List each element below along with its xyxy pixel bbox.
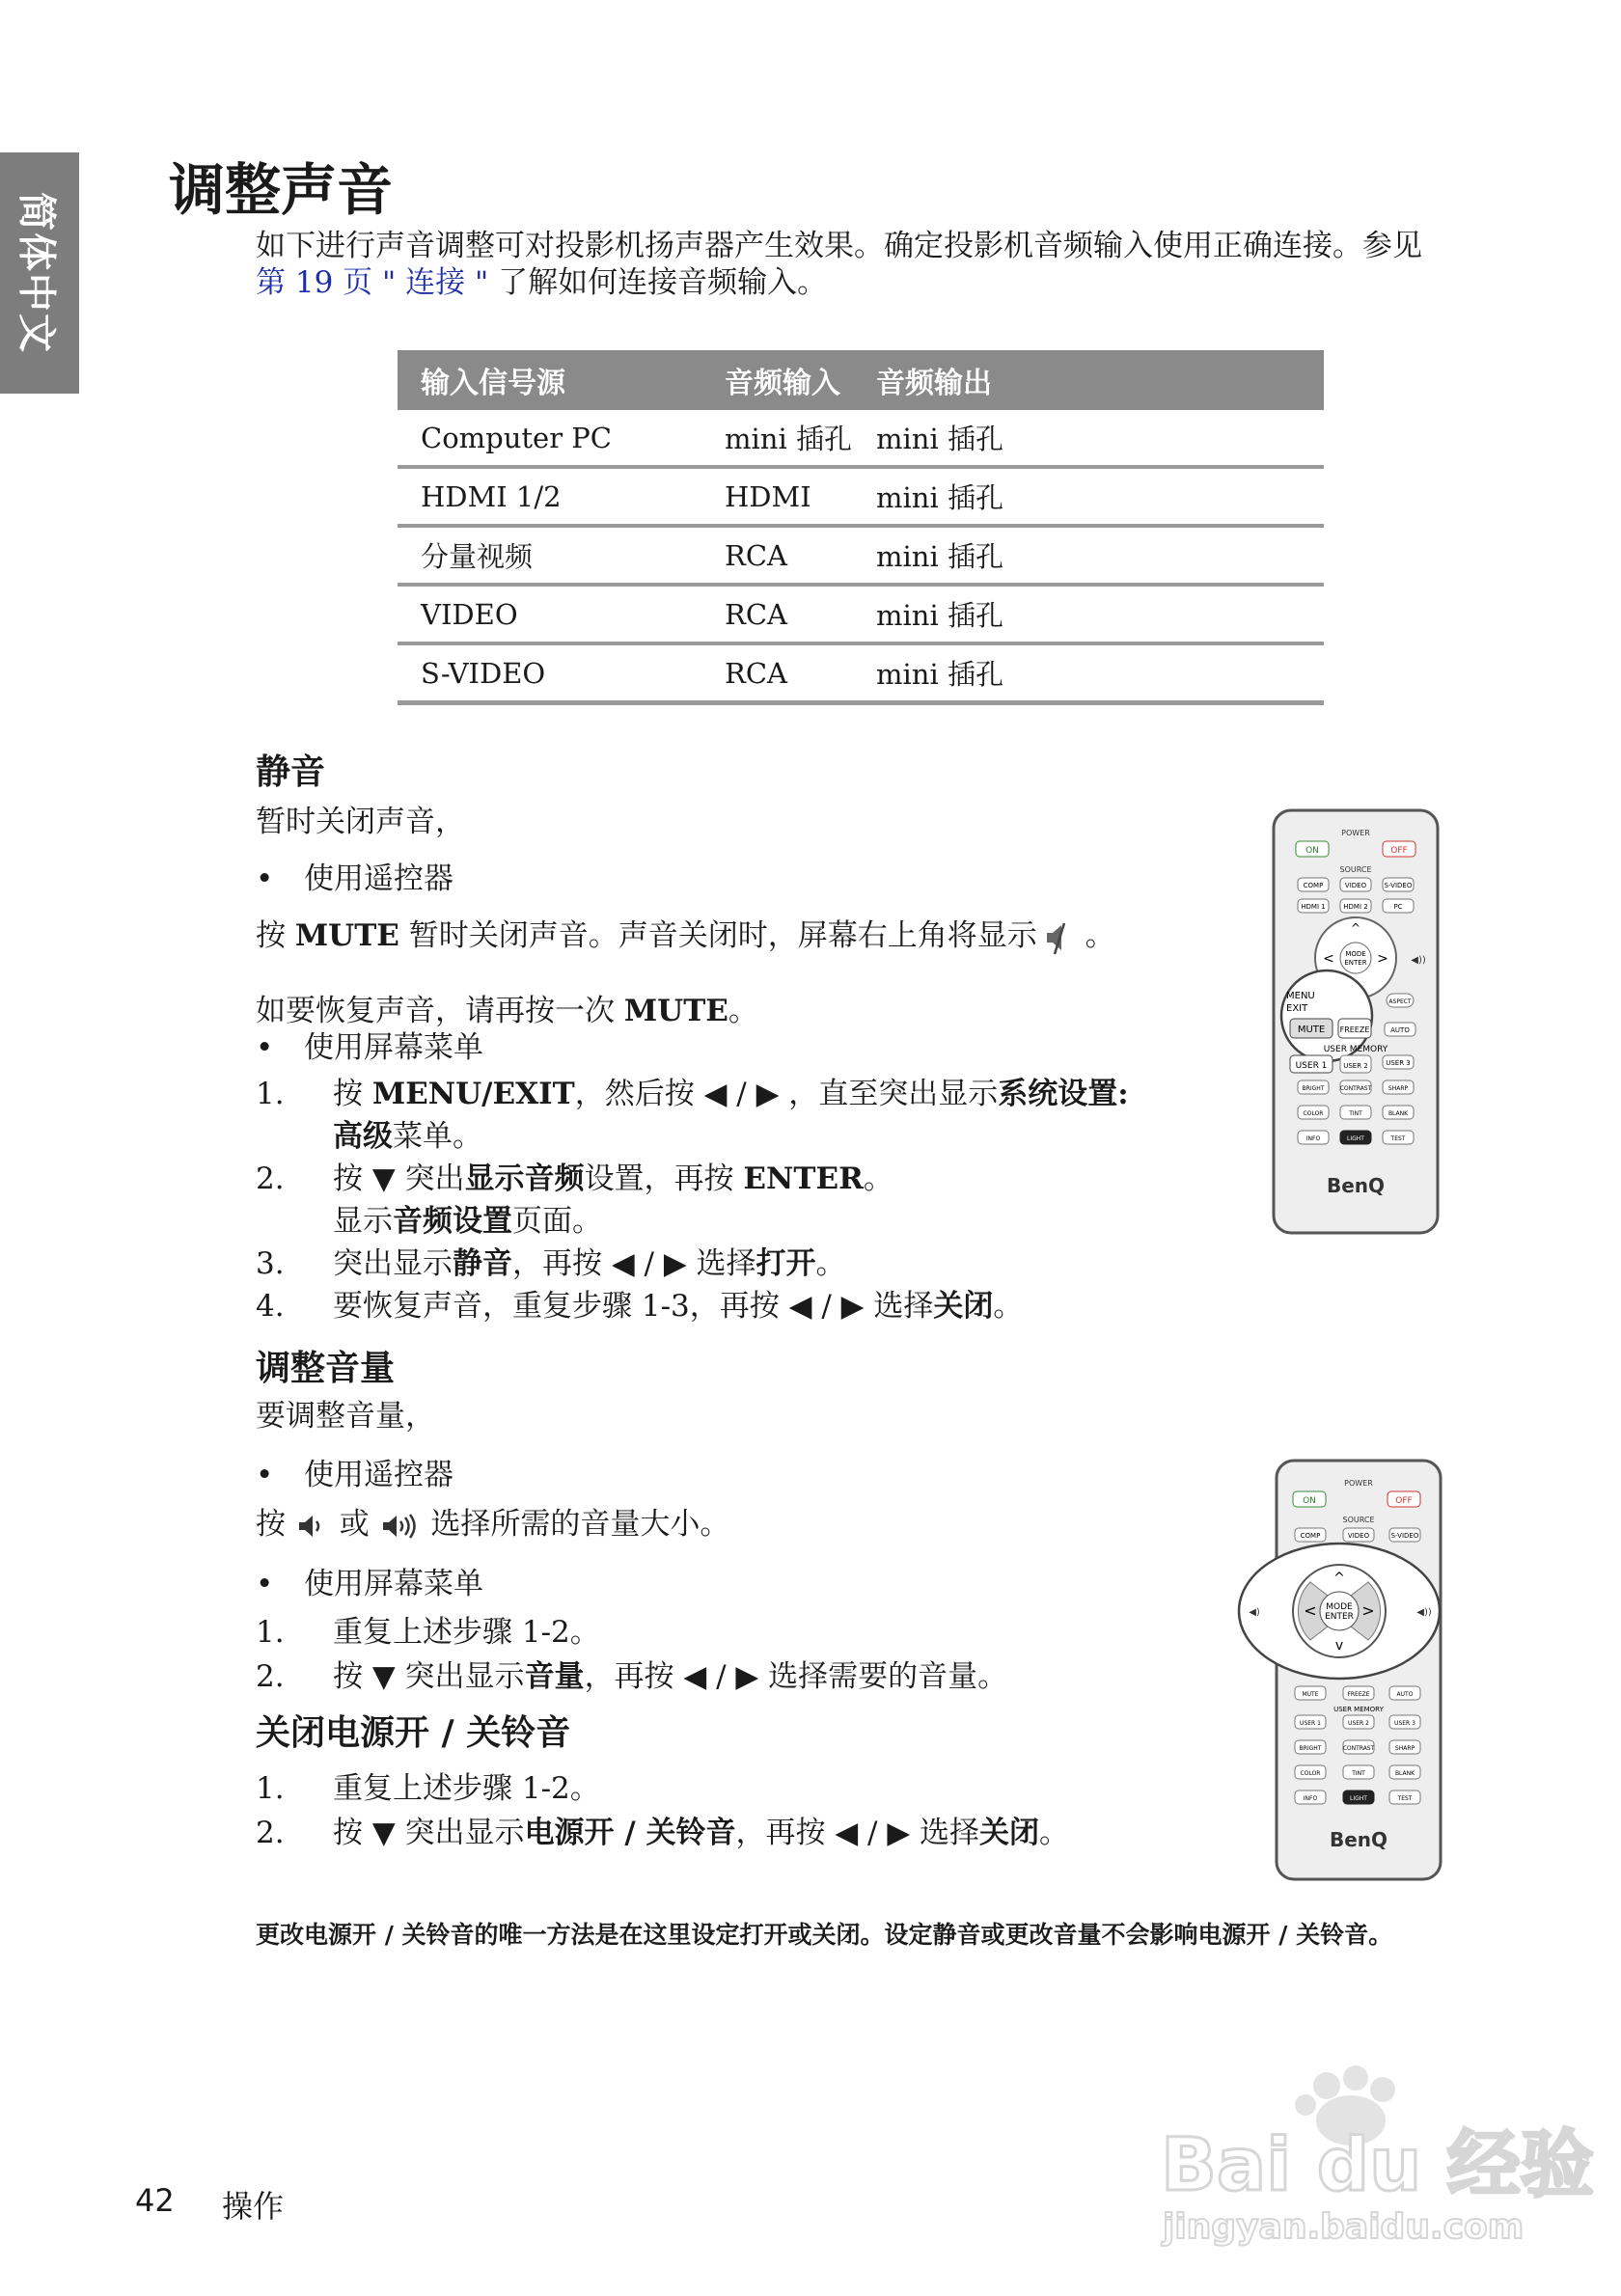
remote-label: USER 1 [1300,1720,1321,1727]
remote-label: USER MEMORY [1333,1706,1384,1713]
table-cell: HDMI 1/2 [398,467,701,526]
table-cell: RCA [701,526,853,585]
remote-label: OFF [1395,1496,1413,1506]
power-tone-note: 更改电源开 / 关铃音的唯一方法是在这里设定打开或关闭。设定静音或更改音量不会影响电源开 / 关铃音。 [256,1921,1393,1949]
volume-lead: 要调整音量， [256,1399,435,1434]
remote-label: POWER [1344,1479,1373,1488]
mute-step-4: 4. 要恢复声音，重复步骤 1-3，再按 ◀ / ▶ 选择关闭。 [256,1289,1024,1324]
mute-step-1-cont: 高级菜单。 [333,1119,482,1154]
remote-label: USER 3 [1386,1059,1411,1067]
remote-label: USER 3 [1394,1720,1415,1727]
table-cell: S-VIDEO [398,643,701,703]
volume-step-1: 1. 重复上述步骤 1-2。 [256,1615,600,1650]
remote-label: ENTER [1325,1612,1354,1622]
remote-label: POWER [1341,829,1370,837]
mute-step-2-cont: 显示音频设置页面。 [333,1204,602,1239]
remote-label: VIDEO [1344,882,1367,889]
table-cell: mini 插孔 [853,643,1324,703]
remote-label: TINT [1349,1110,1362,1117]
volume-up-icon [379,1512,422,1541]
table-header: 音频输入 [701,350,853,410]
svg-text:◀)): ◀)) [1411,955,1426,966]
mute-step-3: 3. 突出显示静音，再按 ◀ / ▶ 选择打开。 [256,1246,846,1281]
remote-label: BLANK [1394,1770,1415,1777]
remote-control-volume [1223,1459,1447,1883]
table-cell: mini 插孔 [701,410,853,467]
table-cell: HDMI [701,467,853,526]
svg-text:^: ^ [1350,921,1361,935]
remote-label: INFO [1305,1135,1321,1142]
remote-label: BLANK [1387,1110,1409,1117]
mute-lead: 暂时关闭声音， [256,805,465,839]
remote-label: OFF [1390,846,1408,856]
brand-logo: BenQ [1326,1174,1386,1197]
remote-label: ON [1305,846,1319,856]
svg-text:^: ^ [1333,1571,1345,1586]
table-row [398,585,1324,643]
mute-bullet-remote: • 使用遥控器 [256,861,453,896]
remote-label: AUTO [1396,1691,1414,1698]
table-header: 输入信号源 [398,350,701,410]
remote-label: COLOR [1303,1110,1324,1117]
table-cell: mini 插孔 [853,585,1324,643]
svg-text:>: > [1377,951,1388,967]
remote-label: AUTO [1390,1026,1410,1034]
remote-label: HDMI 2 [1343,903,1368,911]
remote-label: FREEZE [1347,1691,1370,1698]
remote-label: MODE [1345,950,1366,958]
remote-label: COMP [1303,882,1324,889]
remote-label: TEST [1390,1135,1406,1142]
remote-label: SOURCE [1342,1516,1375,1524]
remote-label: MUTE [1302,1691,1319,1698]
remote-label: INFO [1303,1795,1318,1802]
volume-bullet-osd: • 使用屏幕菜单 [256,1567,483,1601]
table-cell: VIDEO [398,585,701,643]
mute-speaker-icon [1037,919,1076,956]
remote-label: USER 1 [1295,1061,1328,1071]
power-tone-heading: 关闭电源开 / 关铃音 [256,1713,571,1753]
side-tab-label: 简体中文 [14,192,59,354]
table-cell: 分量视频 [398,526,701,585]
remote-label: ON [1303,1496,1316,1506]
table-row [398,410,1324,467]
volume-down-icon [295,1512,330,1541]
remote-label: CONTRAST [1339,1085,1372,1092]
watermark-url: jingyan.baidu.com [1163,2207,1525,2247]
remote-label: TEST [1397,1795,1413,1802]
page-title: 调整声音 [169,157,394,223]
mute-restore: 如要恢复声音，请再按一次 MUTE。 [256,994,758,1028]
remote-label: BRIGHT [1302,1085,1325,1092]
remote-label: PC [1393,903,1403,911]
remote-label: VIDEO [1347,1532,1370,1540]
language-side-tab [0,152,79,394]
table-cell: RCA [701,643,853,703]
svg-text:◀)): ◀)) [1416,1607,1432,1618]
remote-label: COLOR [1300,1770,1321,1777]
table-header: 音频输出 [853,350,1324,410]
remote-label: ENTER [1344,959,1367,967]
remote-label: SHARP [1387,1085,1409,1092]
remote-label: COMP [1300,1532,1321,1540]
remote-label: CONTRAST [1342,1745,1375,1752]
remote-label: EXIT [1286,1003,1308,1014]
remote-label: HDMI 1 [1301,903,1326,911]
remote-label: MUTE [1297,1025,1326,1035]
svg-text:<: < [1323,951,1334,967]
table-cell: mini 插孔 [853,410,1324,467]
remote-label: USER 2 [1348,1720,1369,1727]
table-row [398,467,1324,526]
remote-label: LIGHT [1350,1795,1367,1802]
brand-logo: BenQ [1329,1828,1388,1851]
connection-link[interactable]: 第 19 页 " 连接 " [256,265,489,300]
svg-text:◀): ◀) [1249,1607,1260,1618]
remote-label: ASPECT [1388,998,1412,1005]
remote-label: S-VIDEO [1384,882,1413,889]
mute-step-1: 1. 按 MENU/EXIT，然后按 ◀ / ▶ ，直至突出显示系统设置: [256,1077,1129,1111]
remote-label: USER MEMORY [1323,1045,1388,1054]
remote-label: LIGHT [1347,1135,1364,1142]
footer-section: 操作 [222,2188,285,2225]
remote-label: TINT [1352,1770,1365,1777]
page-number: 42 [135,2182,175,2219]
audio-io-table [398,350,1324,705]
power-step-1: 1. 重复上述步骤 1-2。 [256,1771,600,1806]
remote-label: SHARP [1394,1745,1415,1752]
mute-heading: 静音 [256,752,326,792]
remote-label: BRIGHT [1299,1745,1322,1752]
remote-label: MODE [1326,1602,1353,1612]
remote-label: FREEZE [1339,1025,1370,1034]
mute-step-2: 2. 按 ▼ 突出显示音频设置，再按 ENTER。 [256,1162,893,1196]
volume-remote-instruction: 按 或 选择所需的音量大小。 [256,1507,730,1542]
volume-bullet-remote: • 使用遥控器 [256,1458,453,1492]
remote-label: SOURCE [1339,865,1372,874]
remote-control-mute [1221,808,1447,1238]
table-cell: RCA [701,585,853,643]
table-cell: mini 插孔 [853,526,1324,585]
remote-label: MENU [1286,991,1315,1001]
watermark [1153,2064,1594,2257]
power-step-2: 2. 按 ▼ 突出显示电源开 / 关铃音，再按 ◀ / ▶ 选择关闭。 [256,1816,1070,1850]
table-header-row [398,350,1324,410]
svg-text:v: v [1334,1638,1344,1654]
mute-remote-instruction: 按 MUTE 暂时关闭声音。声音关闭时，屏幕右上角将显示 。 [256,911,1115,956]
svg-text:>: > [1361,1601,1375,1620]
remote-label: S-VIDEO [1390,1532,1419,1540]
volume-step-2: 2. 按 ▼ 突出显示音量，再按 ◀ / ▶ 选择需要的音量。 [256,1659,1008,1694]
volume-heading: 调整音量 [256,1349,396,1388]
intro-paragraph: 如下进行声音调整可对投影机扬声器产生效果。确定投影机音频输入使用正确连接。参见第 19 页 " 连接 " 了解如何连接音频输入。 [256,229,1422,300]
watermark-logo: Bai du 经验 [1161,2121,1594,2207]
table-cell: Computer PC [398,410,701,467]
table-row [398,526,1324,585]
table-row [398,643,1324,703]
remote-label: USER 2 [1343,1062,1368,1070]
mute-bullet-osd: • 使用屏幕菜单 [256,1030,483,1065]
svg-text:<: < [1304,1601,1317,1620]
table-cell: mini 插孔 [853,467,1324,526]
